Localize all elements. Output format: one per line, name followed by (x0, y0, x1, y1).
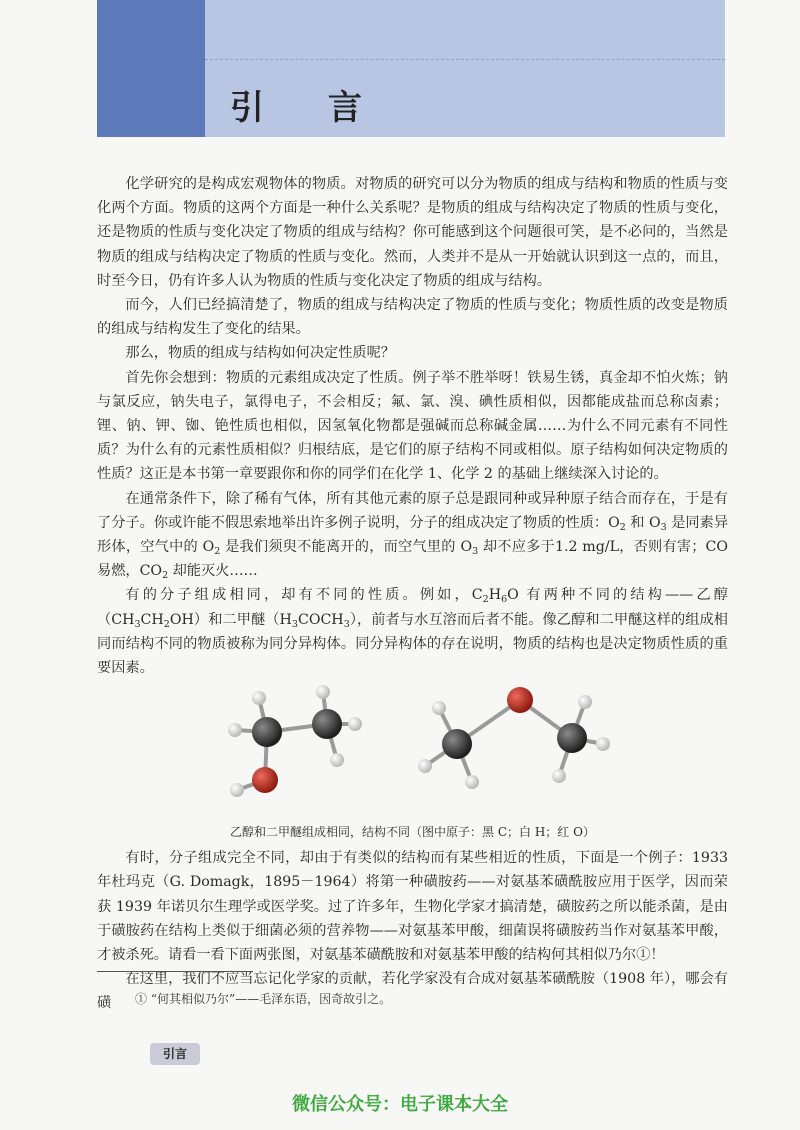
molecule-models (227, 682, 627, 822)
atom-c (557, 723, 587, 753)
atom-h (552, 769, 566, 783)
atom-h (228, 723, 242, 737)
paragraph-7: 有时，分子组成完全不同，却由于有类似的结构而有某些相近的性质，下面是一个例子：1933 年杜玛克（G. Domagk，1895－1964）将第一种磺胺药——对氨基苯磺酰胺应用于医学，因而荣获 1939 年诺贝尔生理学或医学奖。过了许多年，生物化学家才搞清楚，磺胺药之所以能杀菌，是由于磺胺药在结构上类似于细菌必须的营养物——对氨基苯甲酸，细菌误将磺胺药当作对氨基苯甲酸，才被杀死。请看一看下面两张图，对氨基苯磺酰胺和对氨基苯甲酸的结构何其相似乃尔①！ (97, 850, 728, 964)
atom-h (432, 701, 446, 715)
page-section-tag: 引言 (150, 1043, 200, 1065)
main-content (97, 172, 728, 1016)
footnote: ① “何其相似乃尔”——毛泽东语，因奇故引之。 (135, 992, 392, 1006)
atom-h (252, 691, 266, 705)
atom-h (348, 717, 362, 731)
paragraph-2: 而今，人们已经搞清楚了，物质的组成与结构决定了物质的性质与变化；物质性质的改变是物质的组成与结构发生了变化的结果。 (97, 297, 728, 338)
molecule-figure (97, 682, 728, 822)
atom-h (578, 695, 592, 709)
atom-c (252, 717, 282, 747)
page-title: 引 言 (230, 88, 388, 128)
atom-h (596, 737, 610, 751)
paragraph-6: 有的分子组成相同，却有不同的性质。例如，$C_2H_6O$ 有两种不同的结构——乙醇$(CH_3CH_2OH)$和二甲醚$(H_3COCH_3)$，前者与水互溶而后者不能。像乙醇和二甲醚这样的组成相同而结构不同的物质被称为同分异构体。同分异构体的存在说明，物质的结构也是决定物质性质的重要因素。 (97, 587, 728, 677)
atom-h (418, 759, 432, 773)
atom-h (330, 753, 344, 767)
atom-h (465, 775, 479, 789)
footnote-divider (97, 971, 253, 972)
banner-divider (205, 59, 725, 60)
figure-caption: 乙醇和二甲醚组成相同，结构不同（图中原子：黑 C；白 H；红 O） (230, 825, 595, 840)
ethanol-atoms (228, 685, 362, 797)
atom-o (252, 767, 278, 793)
atom-c (312, 709, 342, 739)
atom-o (507, 687, 533, 713)
atom-c (442, 729, 472, 759)
dimethyl-ether-atoms (418, 687, 610, 789)
atom-h (316, 685, 330, 699)
header-banner-dark (97, 0, 205, 137)
paragraph-1: 化学研究的是构成宏观物体的物质。对物质的研究可以分为物质的组成与结构和物质的性质与变化两个方面。物质的这两个方面是一种什么关系呢？是物质的组成与结构决定了物质的性质与变化，还是物质的性质与变化决定了物质的组成与结构？你可能感到这个问题很可笑，是不必问的，当然是物质的组成与结构决定了物质的性质与变化。然而，人类并不是从一开始就认识到这一点的，而且，时至今日，仍有许多人认为物质的性质与变化决定了物质的组成与结构。 (97, 176, 728, 289)
paragraph-5: 在通常条件下，除了稀有气体，所有其他元素的原子总是跟同种或异种原子结合而存在，于是有了分子。你或许能不假思索地举出许多例子说明，分子的组成决定了物质的性质：$O_2$ 和 $O_3$ 是同素异形体，空气中的 $O_2$ 是我们须臾不能离开的，而空气里的 $O_3$ 却不应多于1.2 mg/L，否则有害；CO 易燃，$CO_2$ 却能灭火…… (97, 490, 729, 582)
paragraph-8: 在这里，我们不应当忘记化学家的贡献，若化学家没有合成对氨基苯磺酰胺（1908 年），哪会有磺 (97, 971, 728, 1012)
paragraph-3: 那么，物质的组成与结构如何决定性质呢？ (125, 345, 395, 362)
watermark-text: 微信公众号：电子课本大全 (292, 1094, 508, 1115)
atom-h (230, 783, 244, 797)
paragraph-4: 首先你会想到：物质的元素组成决定了性质。例子举不胜举呀！铁易生锈，真金却不怕火炼；钠与氯反应，钠失电子，氯得电子，不会相反；氟、氯、溴、碘性质相似，因都能成盐而总称卤素；锂、钠、钾、铷、铯性质也相似，因氢氧化物都是强碱而总称碱金属……为什么不同元素有不同性质？为什么有的元素性质相似？归根结底，是它们的原子结构不同或相似。原子结构如何决定物质的性质？这正是本书第一章要跟你和你的同学们在化学 1、化学 2 的基础上继续深入讨论的。 (97, 369, 728, 483)
